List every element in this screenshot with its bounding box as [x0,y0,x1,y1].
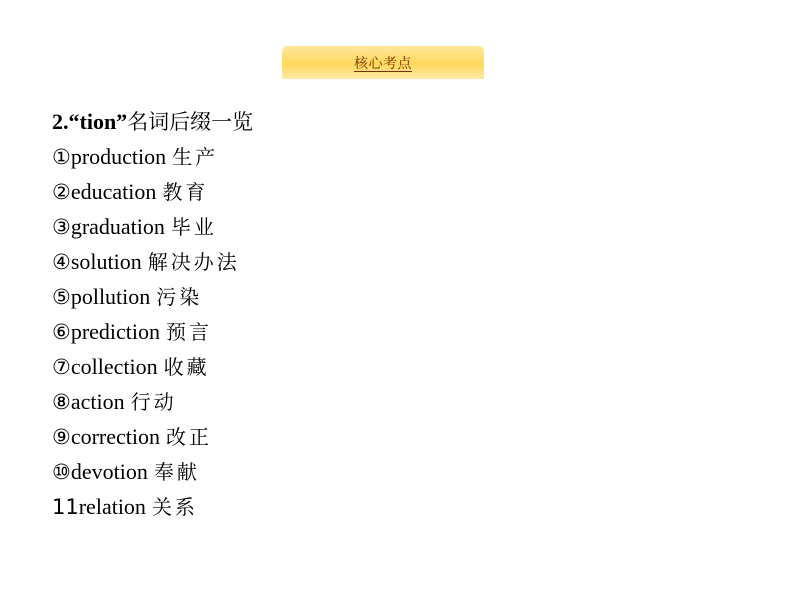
vocabulary-item [52,139,253,174]
item-meaning: 关系 [151,495,198,519]
item-marker: 11 [52,495,79,519]
section-heading [52,104,253,139]
item-meaning: 奉献 [153,460,200,484]
item-meaning: 教育 [162,180,209,204]
item-meaning: 改正 [166,425,212,449]
item-word: relation [78,494,146,519]
vocabulary-item [52,174,253,209]
heading-number: 2.“tion” [52,109,128,134]
item-word: pollution [70,284,151,309]
item-marker: ⑨ [52,425,71,449]
vocabulary-item [52,314,253,349]
item-word: production [70,144,167,169]
vocabulary-item [52,209,253,244]
item-marker: ⑤ [52,285,71,309]
slide-content [52,104,253,524]
item-meaning: 解决办法 [147,250,240,274]
item-marker: ⑧ [52,390,71,414]
item-word: prediction [70,319,161,344]
section-tab-label: 核心考点 [354,55,412,72]
item-meaning: 污染 [156,285,203,309]
vocabulary-item [52,244,253,279]
item-word: action [70,389,125,414]
item-meaning: 预言 [166,320,213,344]
vocabulary-item [52,279,253,314]
item-meaning: 生产 [172,145,219,169]
item-marker: ⑦ [52,355,71,379]
item-word: correction [70,424,160,449]
item-meaning: 收藏 [163,355,210,379]
item-marker: ③ [52,215,71,239]
vocabulary-item [52,349,253,384]
item-word: graduation [70,214,165,239]
item-marker: ⑥ [52,320,71,344]
item-word: solution [70,249,142,274]
item-marker: ① [52,145,71,169]
item-word: collection [70,354,158,379]
vocabulary-item [52,489,253,524]
item-marker: ④ [52,250,71,274]
vocabulary-item [52,384,253,419]
item-word: education [70,179,157,204]
section-tab[interactable] [282,46,484,79]
item-word: devotion [70,459,148,484]
vocabulary-item [52,419,253,454]
item-marker: ⑩ [52,460,71,484]
item-meaning: 毕业 [170,215,217,239]
item-marker: ② [52,180,71,204]
vocabulary-item [52,454,253,489]
item-meaning: 行动 [130,390,177,414]
vocabulary-list [52,139,253,524]
heading-text: 名词后缀一览 [127,110,254,134]
